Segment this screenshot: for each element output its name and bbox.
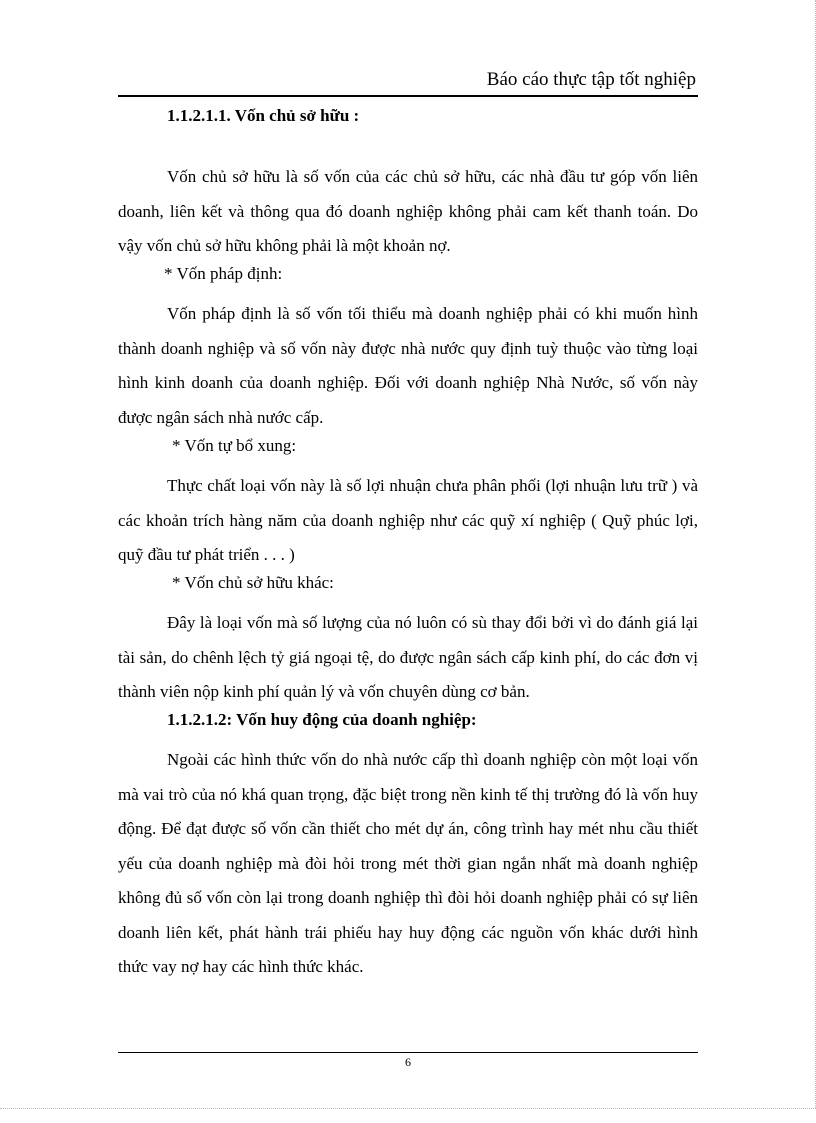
- paragraph-other-equity: Đây là loại vốn mà số lượng của nó luôn có sù thay đổi bởi vì do đánh giá lại tài sản, do chênh lệch tỷ giá ngoại tệ, do được ngân sách cấp kinh phí, do các đơn vị thành viên nộp kinh phí quản lý và vốn chuyên dùng cơ bản.: [118, 613, 698, 701]
- paragraph-self-supplemented-capital: Thực chất loại vốn này là số lợi nhuận chưa phân phối (lợi nhuận lưu trữ ) và các khoản trích hàng năm của doanh nghiệp như các quỹ xí nghiệp ( Quỹ phúc lợi, quỹ đầu tư phát triển . . . ): [118, 476, 698, 564]
- subheading-other-equity: * Vốn chủ sở hữu khác:: [172, 573, 334, 592]
- page-bottom-edge: [0, 1108, 816, 1109]
- header-divider: [118, 95, 698, 97]
- page-number: 6: [405, 1055, 411, 1069]
- subheading-self-supplemented-capital: * Vốn tự bổ xung:: [172, 436, 297, 455]
- section-heading-equity: 1.1.2.1.1. Vốn chủ sở hữu :: [167, 106, 360, 125]
- section-heading-mobilized-capital: 1.1.2.1.2: Vốn huy động của doanh nghiệp:: [167, 710, 477, 729]
- running-header-title: Báo cáo thực tập tốt nghiệp: [486, 69, 696, 90]
- paragraph-equity-definition: Vốn chủ sở hữu là số vốn của các chủ sở hữu, các nhà đầu tư góp vốn liên doanh, liên kết và thông qua đó doanh nghiệp không phải cam kết thanh toán. Do vậy vốn chủ sở hữu không phải là một khoản nợ.: [118, 167, 698, 255]
- paragraph-legal-capital: Vốn pháp định là số vốn tối thiểu mà doanh nghiệp phải có khi muốn hình thành doanh nghiệp và số vốn này được nhà nước quy định tuỳ thuộc vào từng loại hình kinh doanh của doanh nghiệp. Đối với doanh nghiệp Nhà Nước, số vốn này được ngân sách nhà nước cấp.: [118, 304, 698, 427]
- subheading-legal-capital: * Vốn pháp định:: [164, 264, 283, 283]
- footer-divider: [118, 1052, 698, 1053]
- paragraph-mobilized-capital: Ngoài các hình thức vốn do nhà nước cấp thì doanh nghiệp còn một loại vốn mà vai trò của nó khá quan trọng, đặc biệt trong nền kinh tế thị trường đó là vốn huy động. Để đạt được số vốn cần thiết cho mét dự án, công trình hay mét nhu cầu thiết yếu của doanh nghiệp mà đòi hỏi trong mét thời gian ngắn nhất mà doanh nghiệp không đủ số vốn còn lại trong doanh nghiệp thì đòi hỏi doanh nghiệp phải có sự liên doanh liên kết, phát hành trái phiếu hay huy động các nguồn vốn khác dưới hình thức vay nợ hay các hình thức khác.: [118, 750, 698, 976]
